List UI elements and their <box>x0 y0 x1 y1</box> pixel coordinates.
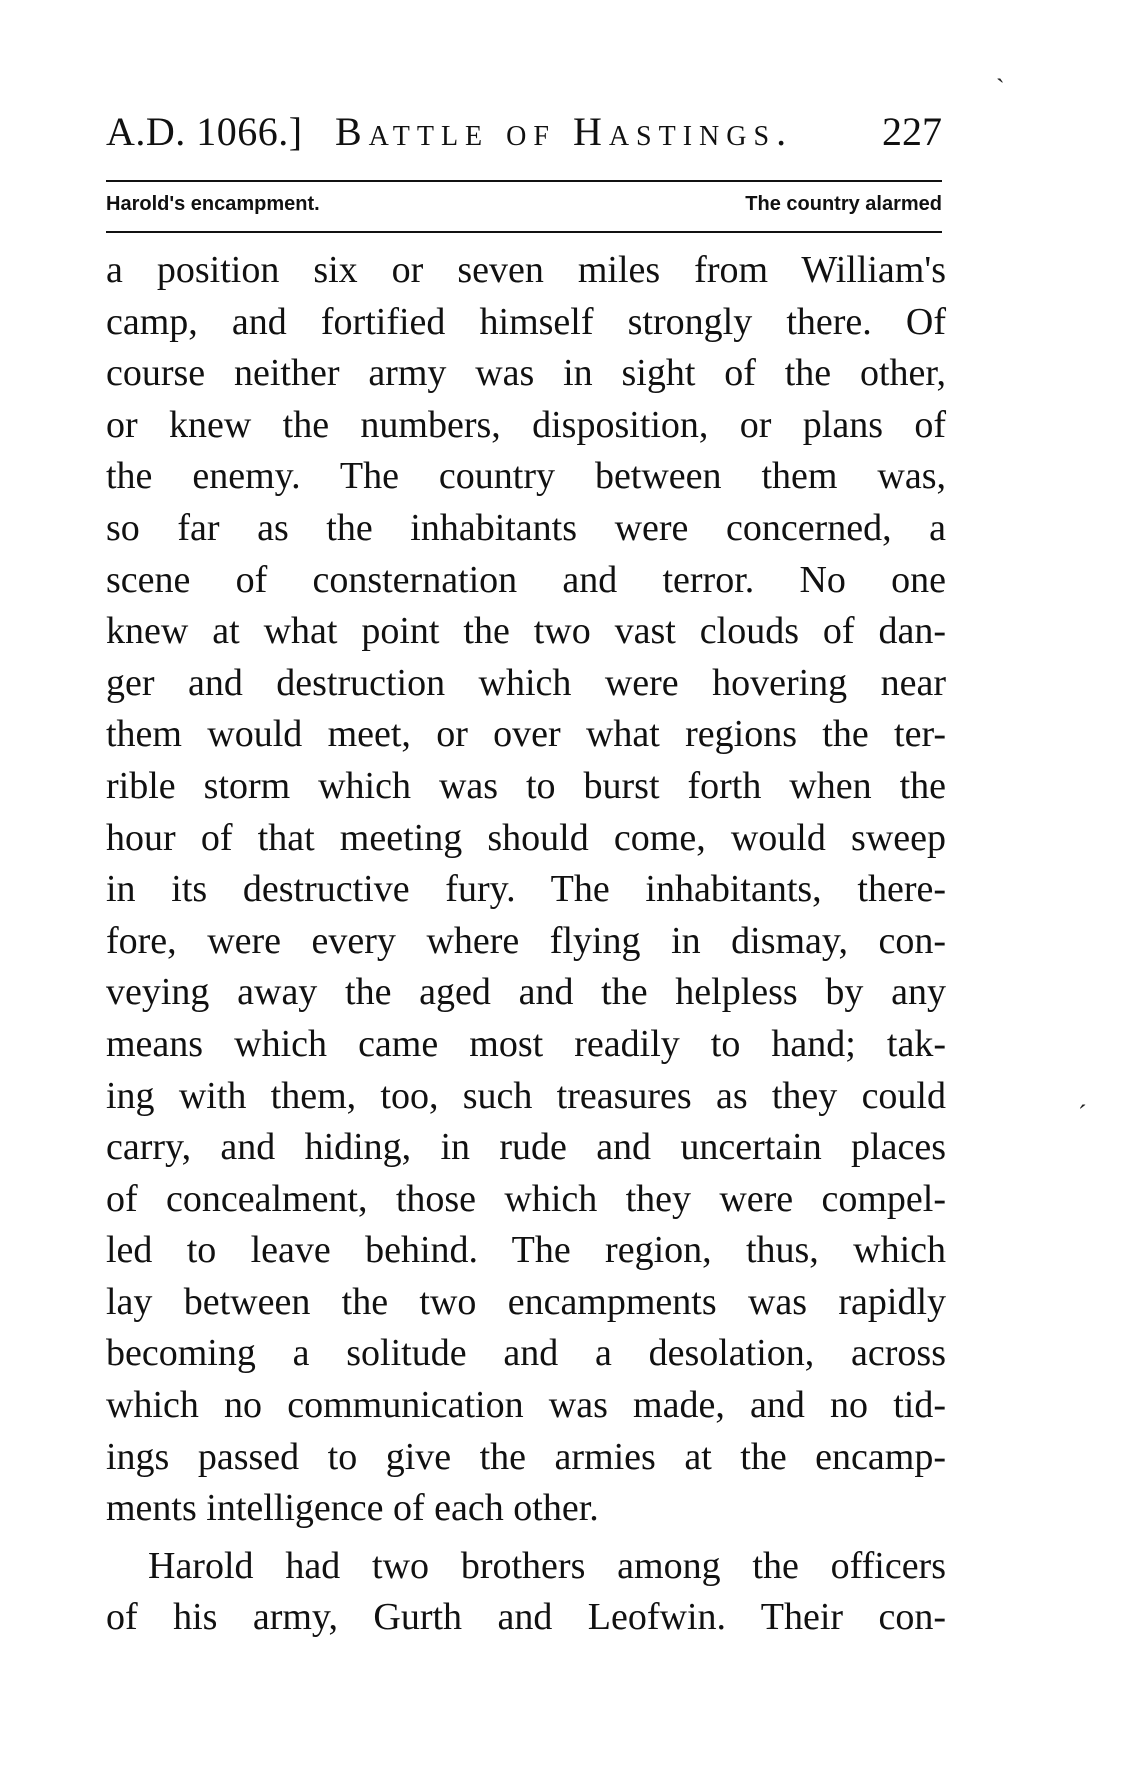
text-line: lay between the two encampments was rapidly <box>106 1280 946 1323</box>
text-line: becoming a solitude and a desolation, across <box>106 1332 946 1375</box>
text-line: led to leave behind. The region, thus, which <box>106 1229 946 1272</box>
text-line: ments intelligence of each other. <box>106 1487 599 1530</box>
text-line: carry, and hiding, in rude and uncertain places <box>106 1126 946 1169</box>
subhead-left: Harold's encampment. <box>106 193 320 215</box>
text-line: ing with them, too, such treasures as they could <box>106 1074 946 1117</box>
text-line: knew at what point the two vast clouds of dan- <box>106 610 946 653</box>
text-line: Harold had two brothers among the officers <box>148 1544 946 1587</box>
header-rule-bottom <box>106 231 942 233</box>
text-line: of his army, Gurth and Leofwin. Their con- <box>106 1596 946 1639</box>
text-line: of concealment, those which they were compel- <box>106 1177 946 1220</box>
text-line: scene of consternation and terror. No one <box>106 558 946 601</box>
text-line: them would meet, or over what regions the ter- <box>106 713 946 756</box>
text-line: fore, were every where flying in dismay, con- <box>106 919 946 962</box>
text-line: ger and destruction which were hovering near <box>106 661 946 704</box>
scan-speck: ˊ <box>1078 1100 1087 1129</box>
body-text <box>106 245 946 1644</box>
text-line: which no communication was made, and no tid- <box>106 1384 946 1427</box>
text-line: course neither army was in sight of the other, <box>106 352 946 395</box>
text-line: or knew the numbers, disposition, or plans of <box>106 403 946 446</box>
running-head-date: A.D. 1066.] <box>106 109 303 154</box>
paragraph-2 <box>106 1541 946 1644</box>
text-line: ings passed to give the armies at the encamp- <box>106 1435 946 1478</box>
text-line: means which came most readily to hand; tak- <box>106 1022 946 1065</box>
text-line: rible storm which was to burst forth when the <box>106 764 946 807</box>
text-line: the enemy. The country between them was, <box>106 455 946 498</box>
page-header <box>106 108 942 172</box>
text-line: so far as the inhabitants were concerned, a <box>106 506 946 549</box>
text-line: camp, and fortified himself strongly there. Of <box>106 300 946 343</box>
text-line: in its destructive fury. The inhabitants, there- <box>106 868 946 911</box>
subhead-right: The country alarmed <box>745 193 942 215</box>
scan-speck: ˋ <box>996 74 1005 103</box>
page-number: 227 <box>882 109 942 154</box>
header-rule-top <box>106 180 942 182</box>
text-line: a position six or seven miles from William's <box>106 249 946 291</box>
paragraph-1 <box>106 245 946 1535</box>
text-line: veying away the aged and the helpless by any <box>106 971 946 1014</box>
running-title: Battle of Hastings. <box>334 109 794 154</box>
text-line: hour of that meeting should come, would sweep <box>106 816 946 859</box>
marginal-subheads <box>106 193 942 223</box>
